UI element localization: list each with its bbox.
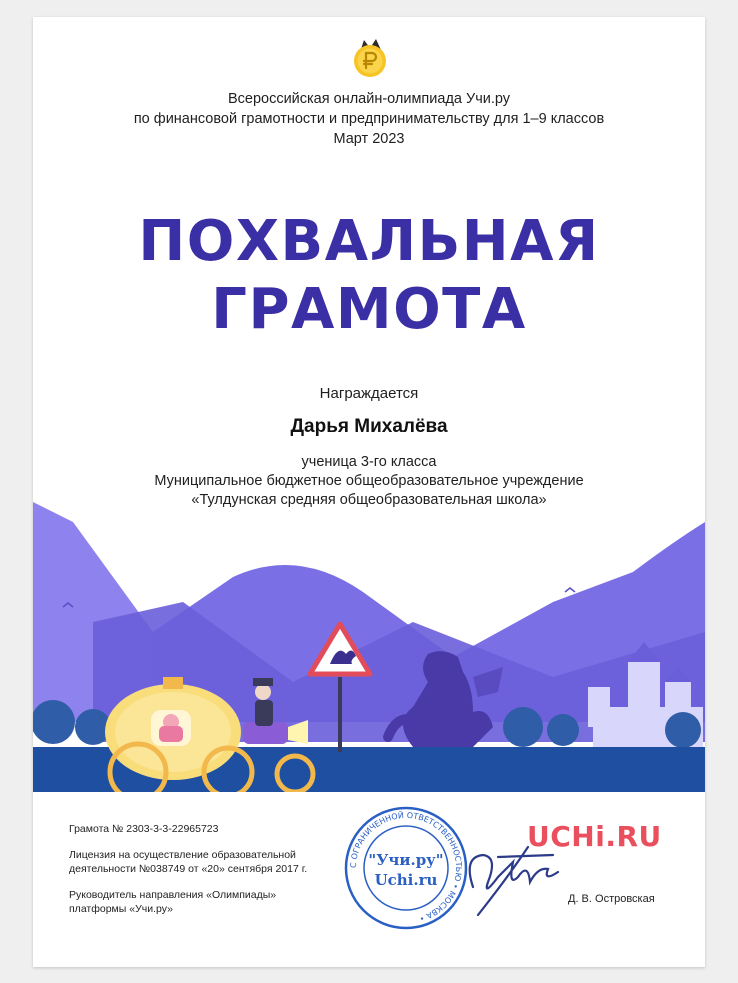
certificate-title: [33, 208, 705, 344]
awarded-label: Награждается: [319, 385, 419, 402]
certificate-number: Грамота № 2303-3-3-22965723: [69, 823, 219, 835]
bird-icon: [565, 588, 575, 592]
uchi-ru-logo: UCHi.RU: [527, 820, 662, 853]
institution-line-2: «Тулдунская средняя общеобразовательная школа»: [191, 492, 547, 508]
signer-name: Д. В. Островская: [568, 893, 655, 905]
title-line-1: ПОХВАЛЬНАЯ: [138, 209, 600, 274]
recipient-grade: ученица 3-го класса: [301, 454, 437, 470]
stamp-ring-text: С ОГРАНИЧЕННОЙ ОТВЕТСТВЕННОСТЬЮ • МОСКВА •: [348, 810, 464, 924]
institution-line-1: Муниципальное бюджетное общеобразовательное учреждение: [154, 473, 584, 489]
ruble-coin-icon: [350, 38, 390, 78]
olympiad-date: Март 2023: [333, 131, 405, 147]
title-line-2: ГРАМОТА: [211, 277, 527, 342]
stamp-center-line-1: "Учи.ру": [368, 851, 444, 869]
footer-info: [69, 822, 359, 928]
recipient-name: Дарья Михалёва: [290, 416, 448, 437]
fairy-tale-illustration: [33, 482, 705, 792]
certificate-sheet: [33, 17, 705, 967]
head-line-2: платформы «Учи.ру»: [69, 903, 173, 915]
license-line-1: Лицензия на осуществление образовательной: [69, 849, 296, 861]
olympiad-name: Всероссийская онлайн-олимпиада Учи.ру: [227, 91, 511, 107]
olympiad-header: [33, 89, 705, 149]
head-line-1: Руководитель направления «Олимпиады»: [69, 889, 277, 901]
license-line-2: деятельности №038749 от «20» сентября 2017 г.: [69, 863, 308, 875]
official-stamp: [343, 805, 469, 931]
head-of-department: [69, 888, 359, 916]
license-info: [69, 848, 359, 876]
olympiad-subject: по финансовой грамотности и предпринимательству для 1–9 классов: [133, 111, 605, 127]
stamp-center-line-2: Uchi.ru: [374, 871, 438, 889]
